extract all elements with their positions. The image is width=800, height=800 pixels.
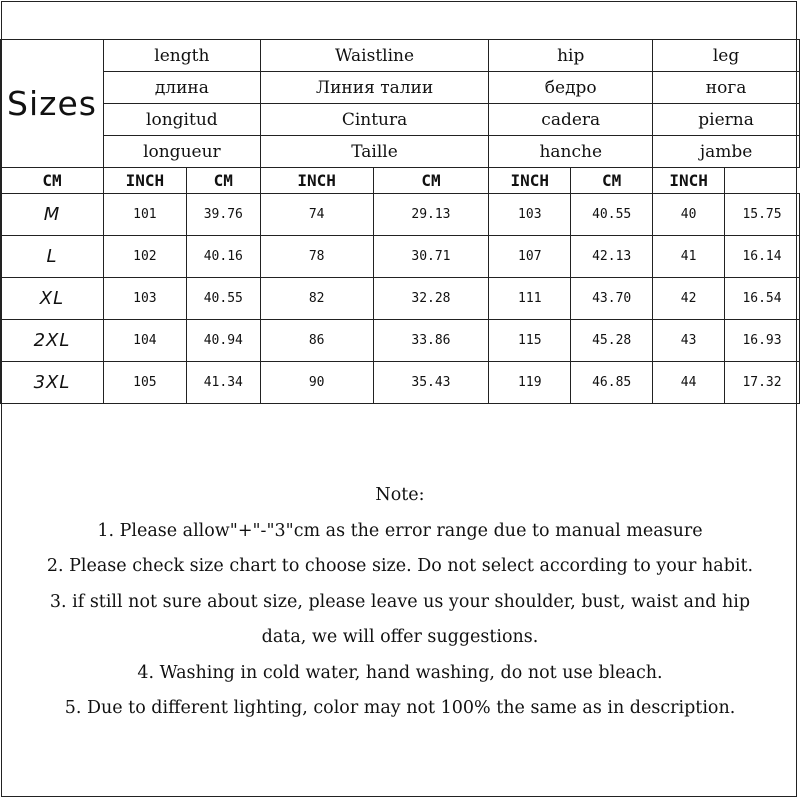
length-inch: 40.16	[186, 236, 260, 278]
hip-inch: 43.70	[571, 278, 653, 320]
length-inch: 40.94	[186, 320, 260, 362]
hip-inch: 46.85	[571, 362, 653, 404]
unit-cm: CM	[186, 168, 260, 194]
hip-inch: 40.55	[571, 194, 653, 236]
hip-cm: 111	[489, 278, 571, 320]
length-inch: 39.76	[186, 194, 260, 236]
header-row-fr	[1, 136, 800, 168]
leg-cm: 41	[653, 236, 725, 278]
header-length: длина	[103, 72, 260, 104]
unit-inch: INCH	[260, 168, 373, 194]
leg-cm: 44	[653, 362, 725, 404]
header-leg: jambe	[653, 136, 800, 168]
leg-inch: 16.93	[725, 320, 800, 362]
table-row	[1, 362, 800, 404]
note-line: 5. Due to different lighting, color may not 100% the same as in description.	[64, 698, 736, 718]
waist-cm: 90	[260, 362, 373, 404]
sizes-title: Sizes	[1, 40, 104, 168]
hip-cm: 107	[489, 236, 571, 278]
header-waist: Taille	[260, 136, 489, 168]
header-length: longitud	[103, 104, 260, 136]
header-length: length	[103, 40, 260, 72]
leg-cm: 43	[653, 320, 725, 362]
leg-cm: 42	[653, 278, 725, 320]
note-line: 1. Please allow"+"-"3"cm as the error range due to manual measure	[97, 520, 703, 541]
size-label: L	[1, 236, 104, 278]
header-waist: Линия талии	[260, 72, 489, 104]
header-row-en	[1, 40, 800, 72]
header-hip: cadera	[489, 104, 653, 136]
header-hip: hip	[489, 40, 653, 72]
unit-cm: CM	[373, 168, 489, 194]
waist-inch: 32.28	[373, 278, 489, 320]
hip-cm: 119	[489, 362, 571, 404]
waist-cm: 86	[260, 320, 373, 362]
notes-heading: Note:	[375, 485, 425, 505]
waist-inch: 35.43	[373, 362, 489, 404]
length-inch: 40.55	[186, 278, 260, 320]
length-cm: 105	[103, 362, 186, 404]
size-label: 3XL	[1, 362, 104, 404]
header-row-es	[1, 104, 800, 136]
waist-cm: 82	[260, 278, 373, 320]
unit-inch: INCH	[489, 168, 571, 194]
unit-cm: CM	[571, 168, 653, 194]
leg-inch: 16.14	[725, 236, 800, 278]
length-inch: 41.34	[186, 362, 260, 404]
length-cm: 102	[103, 236, 186, 278]
table-row	[1, 194, 800, 236]
leg-inch: 15.75	[725, 194, 800, 236]
unit-cm: CM	[1, 168, 104, 194]
leg-inch: 16.54	[725, 278, 800, 320]
note-line: data, we will offer suggestions.	[261, 627, 539, 647]
leg-cm: 40	[653, 194, 725, 236]
waist-cm: 78	[260, 236, 373, 278]
waist-cm: 74	[260, 194, 373, 236]
notes-section	[0, 478, 800, 727]
waist-inch: 30.71	[373, 236, 489, 278]
hip-inch: 42.13	[571, 236, 653, 278]
header-hip: hanche	[489, 136, 653, 168]
unit-inch: INCH	[103, 168, 186, 194]
header-row-ru	[1, 72, 800, 104]
table-row	[1, 320, 800, 362]
size-label: XL	[1, 278, 104, 320]
waist-inch: 29.13	[373, 194, 489, 236]
size-label: M	[1, 194, 104, 236]
note-line: 3. if still not sure about size, please leave us your shoulder, bust, waist and hip	[49, 591, 751, 612]
leg-inch: 17.32	[725, 362, 800, 404]
length-cm: 103	[103, 278, 186, 320]
header-waist: Cintura	[260, 104, 489, 136]
table-row	[1, 236, 800, 278]
length-cm: 101	[103, 194, 186, 236]
waist-inch: 33.86	[373, 320, 489, 362]
size-chart-table	[0, 39, 800, 404]
note-line: 2. Please check size chart to choose size. Do not select according to your habit.	[46, 556, 754, 576]
unit-row	[1, 168, 800, 194]
unit-inch: INCH	[653, 168, 725, 194]
length-cm: 104	[103, 320, 186, 362]
hip-cm: 103	[489, 194, 571, 236]
header-length: longueur	[103, 136, 260, 168]
hip-inch: 45.28	[571, 320, 653, 362]
note-line: 4. Washing in cold water, hand washing, do not use bleach.	[137, 662, 663, 683]
header-hip: бедро	[489, 72, 653, 104]
header-waist: Waistline	[260, 40, 489, 72]
header-leg: pierna	[653, 104, 800, 136]
header-leg: нога	[653, 72, 800, 104]
header-leg: leg	[653, 40, 800, 72]
size-label: 2XL	[1, 320, 104, 362]
table-row	[1, 278, 800, 320]
hip-cm: 115	[489, 320, 571, 362]
